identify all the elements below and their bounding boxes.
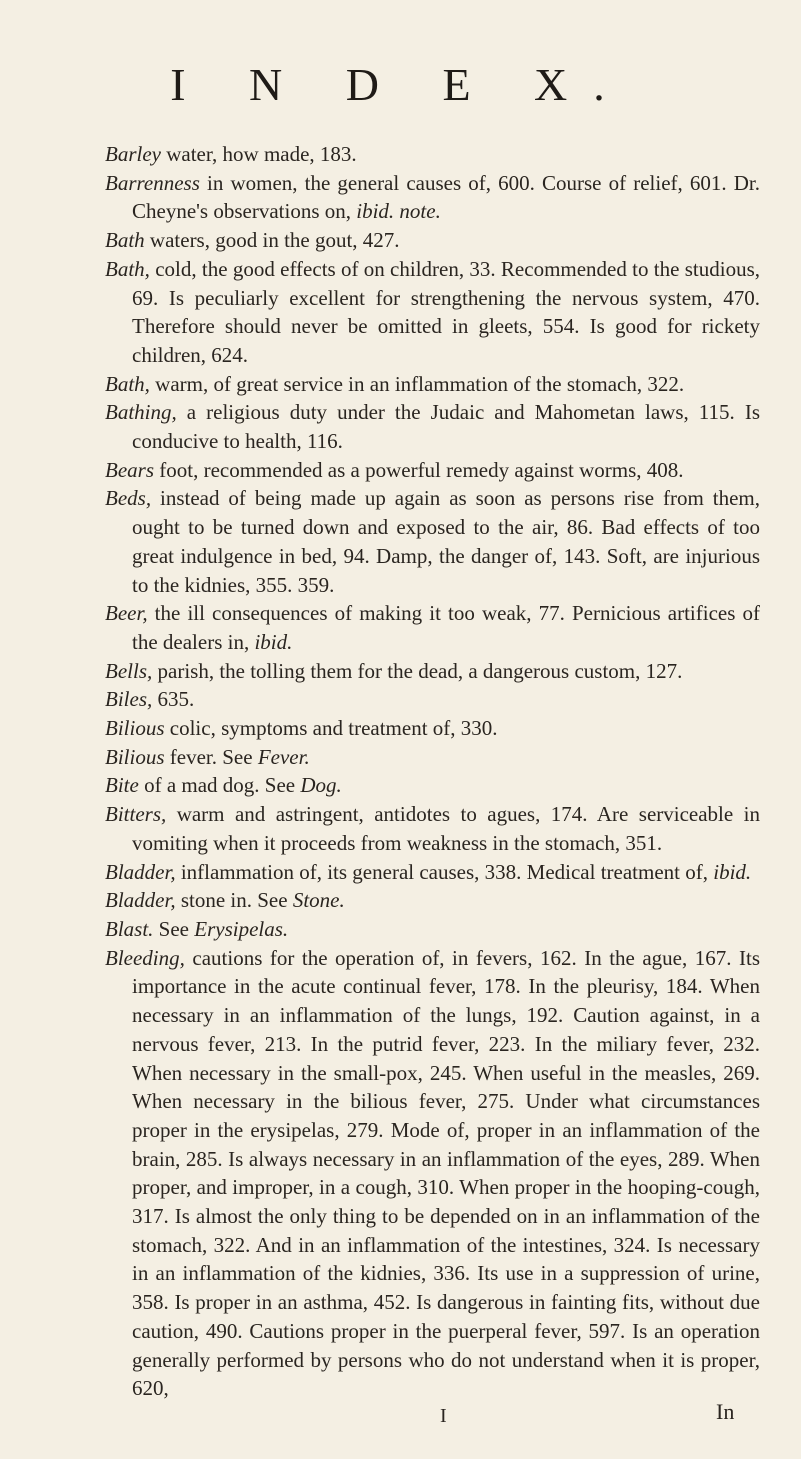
- entry-text: parish, the tolling them for the dead, a dangerous custom, 127.: [152, 658, 683, 683]
- index-entry: [105, 255, 760, 370]
- index-entry: [105, 484, 760, 599]
- entry-reference: Dog.: [300, 773, 342, 798]
- entry-text: water, how made, 183.: [160, 142, 357, 166]
- index-entry: [105, 456, 760, 485]
- entry-reference: ibid.: [254, 629, 293, 654]
- index-entry: [105, 944, 760, 1403]
- entry-text: in women, the general causes of, 600. Course of relief, 601. Dr. Cheyne's observations on,: [132, 170, 760, 224]
- entry-reference: ibid.: [713, 859, 752, 884]
- entry-headword: Blast.: [105, 916, 154, 941]
- entry-text: fever. See: [164, 744, 258, 769]
- entry-reference: Erysipelas.: [194, 916, 289, 941]
- entry-text: cautions for the operation of, in fevers, 162. In the ague, 167. Its importance in the acute continual fever, 178. In the pleurisy, 184. When necessary in an inflammation of the lungs, 192. Caution against, in a nervous fever, 213. In the putrid fever, 223. In the miliary fever, 232. When necessary in the small-pox, 245. When useful in the measles, 269. When necessary in the bilious fever, 275. Under what circumstances proper in the erysipelas, 279. Mode of, proper in an inflammation of the brain, 285. Is always necessary in an inflammation of the eyes, 289. When proper, and improper, in a cough, 310. When proper in the hooping-cough, 317. Is almost the only thing to be depended on in an inflammation of the stomach, 322. And in an inflammation of the intestines, 324. Is necessary in an inflammation of the kidnies, 336. Its use in a suppression of urine, 358. Is proper in an asthma, 452. Is dangerous in fainting fits, without due caution, 490. Cautions proper in the puerperal fever, 597. Is an operation generally performed by persons who do not understand when it is proper, 620,: [132, 945, 760, 1401]
- entry-headword: Beer,: [105, 601, 148, 626]
- entry-headword: Bilious: [105, 716, 165, 741]
- index-entry: [105, 858, 760, 887]
- entry-text: a religious duty under the Judaic and Mahometan laws, 115. Is conducive to health, 116.: [132, 400, 760, 454]
- entry-text: inflammation of, its general causes, 338. Medical treatment of,: [175, 859, 714, 884]
- entry-headword: Bears: [105, 457, 154, 482]
- index-entry: [105, 886, 760, 915]
- entry-headword: Bath: [105, 228, 145, 253]
- entry-reference: Stone.: [292, 888, 345, 913]
- catchword: In: [716, 1399, 735, 1424]
- entry-headword: Bath,: [105, 256, 150, 281]
- index-entry: [105, 226, 760, 255]
- entry-text: warm, of great service in an inflammation of the stomach, 322.: [149, 371, 685, 396]
- entry-text: cold, the good effects of on children, 33. Recommended to the studious, 69. Is peculiarly excellent for strengthening the nervous system, 470. Therefore should never be omitted in gleets, 554. Is good for rickety children, 624.: [132, 256, 760, 367]
- index-entry: [105, 398, 760, 455]
- index-entry: [105, 714, 760, 743]
- signature-mark: I: [440, 1405, 447, 1427]
- index-entry: [105, 599, 760, 656]
- entry-reference: Fever.: [257, 744, 310, 769]
- entry-headword: Bladder,: [105, 859, 176, 884]
- index-entry: [105, 685, 760, 714]
- entry-text: See: [153, 916, 195, 941]
- entry-text: waters, good in the gout, 427.: [144, 228, 400, 253]
- entry-text: of a mad dog. See: [138, 773, 301, 798]
- entry-headword: Bleeding,: [105, 945, 185, 970]
- index-entry: [105, 169, 760, 226]
- entry-headword: Bilious: [105, 744, 165, 769]
- entry-headword: Bells,: [105, 658, 153, 683]
- entry-headword: Bitters,: [105, 802, 167, 827]
- index-entry: [105, 800, 760, 857]
- entry-text: colic, symptoms and treatment of, 330.: [164, 716, 498, 741]
- index-entry: [105, 657, 760, 686]
- entry-reference: ibid. note.: [356, 199, 441, 224]
- entry-text: foot, recommended as a powerful remedy against worms, 408.: [154, 457, 684, 482]
- entry-headword: Bite: [105, 773, 139, 798]
- entry-text: 635.: [152, 687, 195, 712]
- entry-headword: Beds,: [105, 486, 152, 511]
- entry-text: instead of being made up again as soon as persons rise from them, ought to be turned down and exposed to the air, 86. Bad effects of too great indulgence in bed, 94. Damp, the danger of, 143. Soft, are injurious to the kidnies, 355. 359.: [132, 486, 760, 597]
- entry-headword: Barrenness: [105, 170, 200, 195]
- entry-headword: Barley: [105, 142, 161, 166]
- entry-headword: Bath,: [105, 371, 150, 396]
- entry-text: warm and astringent, antidotes to agues, 174. Are serviceable in vomiting when it proceeds from weakness in the stomach, 351.: [132, 802, 760, 855]
- index-entry: [105, 370, 760, 399]
- entry-headword: Biles,: [105, 687, 153, 712]
- index-entry: [105, 771, 760, 800]
- index-entry: [105, 915, 760, 944]
- entry-text: stone in. See: [175, 888, 293, 913]
- index-entry: [105, 743, 760, 772]
- page-heading: I N D E X.: [170, 59, 631, 110]
- entry-headword: Bladder,: [105, 888, 176, 913]
- index-entries: [105, 140, 760, 1403]
- index-entry: [105, 140, 760, 169]
- entry-text: the ill consequences of making it too weak, 77. Pernicious artifices of the dealers in,: [132, 601, 760, 654]
- entry-headword: Bathing,: [105, 400, 177, 425]
